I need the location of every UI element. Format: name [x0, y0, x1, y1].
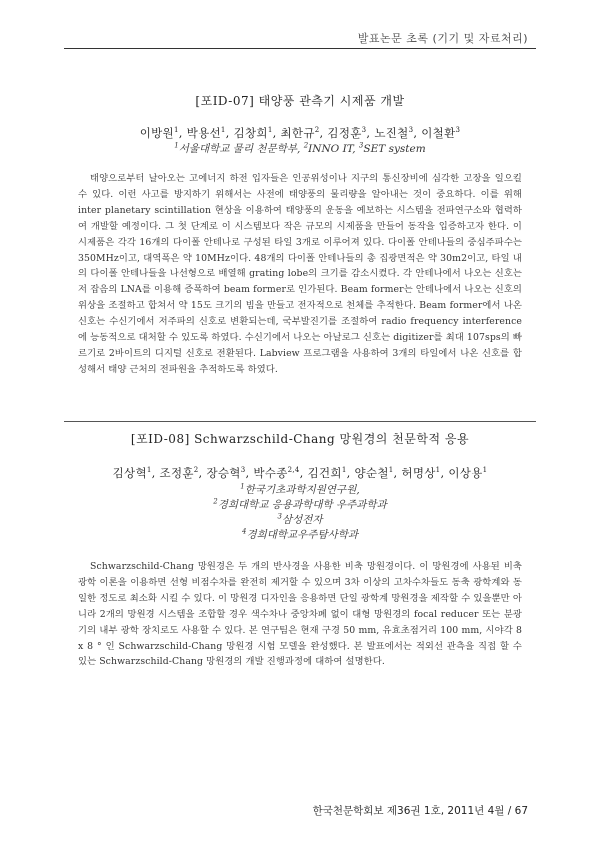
abstract-2-authors: 김상혁$^1$, 조정훈$^2$, 장승혁$^3$, 박수종$^{2,4}$, 김건희$^1$, 양순철$^1$, 허명상$^1$, 이상용$^1$	[112, 466, 488, 480]
affiliation-text: 삼성전자	[281, 514, 323, 526]
author-name: 장승혁	[206, 466, 241, 480]
affiliation-mark: 2	[303, 141, 309, 150]
author-affil-mark: 1	[341, 466, 347, 475]
author-affil-mark: 1	[435, 466, 441, 475]
author-affil-mark: 2	[193, 466, 199, 475]
affiliation	[174, 143, 303, 155]
affiliation-mark: 3	[277, 512, 282, 521]
affiliation-mark: 4	[241, 527, 247, 536]
affiliation	[304, 143, 359, 155]
author-name: 조정훈	[159, 466, 194, 480]
author-name: 이철환	[421, 126, 456, 140]
author-name: 이상용	[448, 466, 483, 480]
author-name: 이방원	[139, 126, 174, 140]
abstract-1-authors: 이방원$^1$, 박용선$^1$, 김창희$^1$, 최한규$^2$, 김정훈$^3$, 노진철$^3$, 이철환$^3$	[139, 126, 461, 140]
section-separator	[64, 421, 536, 422]
affiliation-text: 서울대학교 물리 천문학부,	[178, 143, 304, 155]
author-affil-mark: 1	[267, 126, 273, 135]
author-affil-mark: 1	[482, 466, 488, 475]
author-affil-mark: 1	[146, 466, 152, 475]
author-affil-mark: 3	[408, 126, 414, 135]
author-affil-mark: 3	[455, 126, 461, 135]
affiliation-mark: 3	[358, 141, 364, 150]
running-header: 발표논문 초록 (기기 및 자료처리)	[357, 32, 528, 45]
author-name: 양순철	[354, 466, 389, 480]
abstract-2-affiliations	[78, 483, 522, 543]
affiliation-mark: 1	[240, 482, 245, 491]
author-affil-mark: 1	[173, 126, 179, 135]
affiliation	[78, 498, 522, 513]
abstract-2-body: Schwarzschild-Chang 망원경은 두 개의 반사경을 사용한 비축 망원경이다. 이 망원경에 사용된 비축 광학 이론을 이용하면 선형 비점수차를 완전히 제거할 수 있으며 3차 이상의 고차수차들도 동축 광학계와 동일한 정도로 최소화 시킬 수 있다. 이 망원경 디자인을 응용하면 단일 광학계 망원경을 제작할 수 있을뿐만 아니라 2개의 망원경 시스템을 조합할 경우 색수차나 중앙차폐 없이 대형 망원경의 focal reducer 또는 분광기의 내부 광학 장치로도 사용할 수 있다. 본 연구팀은 현재 구경 50 mm, 유효초점거리 100 mm, 시야각 8 x 8 ° 인 Schwarzschild-Chang 망원경 시험 모델을 완성했다. 본 발표에서는 적외선 관측을 직접 할 수 있는 Schwarzschild-Chang 망원경의 개발 진행과정에 대하여 설명한다.	[78, 561, 522, 668]
header-rule	[64, 48, 536, 49]
abstract-1-body: 태양으로부터 날아오는 고에너지 하전 입자들은 인공위성이나 지구의 통신장비에 심각한 고장을 일으킬 수 있다. 이런 사고를 방지하기 위해서는 사전에 태양풍의 물리량을 알아내는 것이 중요하다. 이를 위해 inter planetary scintillation 현상을 이용하여 태양풍의 운동을 예보하는 시스템을 전파연구소와 협력하여 개발할 예정이다. 그 첫 단계로 이 시스템보다 작은 규모의 시제품을 만들어 동작을 입증하고자 한다. 이 시제품은 각각 16개의 다이폴 안테나로 구성된 타일 3개로 이루어져 있다. 다이폴 안테나들의 중심주파수는 350MHz이고, 대역폭은 약 10MHz이다. 48개의 다이폴 안테나들의 총 집광면적은 약 30m2이고, 타일 내의 다이폴 안테나들을 나선형으로 배열해 grating lobe의 크기를 감소시켰다. 각 안테나에서 나오는 신호는 저 잡음의 LNA를 이용해 증폭하여 beam former로 인가된다. Beam former는 안테나에서 나오는 신호의 위상을 조절하고 합쳐서 약 15도 크기의 빔을 만들고 전자적으로 천체를 추적한다. Beam former에서 나온 신호는 수신기에서 저주파의 신호로 변환되는데, 국부발진기를 조절하여 radio frequency interference에 능동적으로 대처할 수 있도록 하였다. 수신기에서 나오는 아날로그 신호는 digitizer를 최대 107sps의 빠르기로 2바이트의 디지털 신호로 전환된다. Labview 프로그램을 사용하여 3개의 타일에서 나온 신호를 합성해서 태양 근처의 전파원을 추적하도록 하였다.	[78, 173, 522, 375]
affiliation-text: INNO IT,	[308, 143, 359, 155]
abstract-2	[78, 430, 522, 670]
author-name: 김건희	[307, 466, 342, 480]
author-affil-mark: 2,4	[287, 466, 300, 475]
author-affil-mark: 3	[361, 126, 367, 135]
abstract-1-affiliations	[78, 142, 522, 157]
abstract-2-title: [포ID-08] Schwarzschild-Chang 망원경의 천문학적 응용	[130, 432, 470, 446]
abstract-1-title: [포ID-07] 태양풍 관측기 시제품 개발	[195, 94, 405, 108]
author-affil-mark: 3	[240, 466, 246, 475]
affiliation-text: 경희대학교 응용과학대학 우주과학과	[217, 499, 387, 511]
author-name: 김창희	[233, 126, 268, 140]
affiliation-mark: 2	[213, 497, 218, 506]
author-affil-mark: 1	[388, 466, 394, 475]
author-name: 허명상	[401, 466, 436, 480]
author-affil-mark: 2	[314, 126, 320, 135]
affiliation-text: 경희대학교우주탐사학과	[246, 529, 359, 541]
author-name: 노진철	[374, 126, 409, 140]
page-footer: 한국천문학회보 제36권 1호, 2011년 4월 / 67	[312, 805, 528, 817]
affiliation	[78, 483, 522, 498]
affiliation	[359, 143, 426, 155]
affiliation-mark: 1	[174, 141, 179, 150]
author-name: 김상혁	[112, 466, 147, 480]
author-affil-mark: 1	[220, 126, 226, 135]
affiliation	[78, 513, 522, 528]
author-name: 김정훈	[327, 126, 362, 140]
author-name: 박용선	[186, 126, 221, 140]
affiliation-text: SET system	[363, 143, 426, 155]
abstract-1	[78, 92, 522, 378]
affiliation-text: 한국기초과학지원연구원,	[244, 484, 360, 496]
author-name: 박수종	[253, 466, 288, 480]
author-name: 최한규	[280, 126, 315, 140]
affiliation	[78, 528, 522, 543]
